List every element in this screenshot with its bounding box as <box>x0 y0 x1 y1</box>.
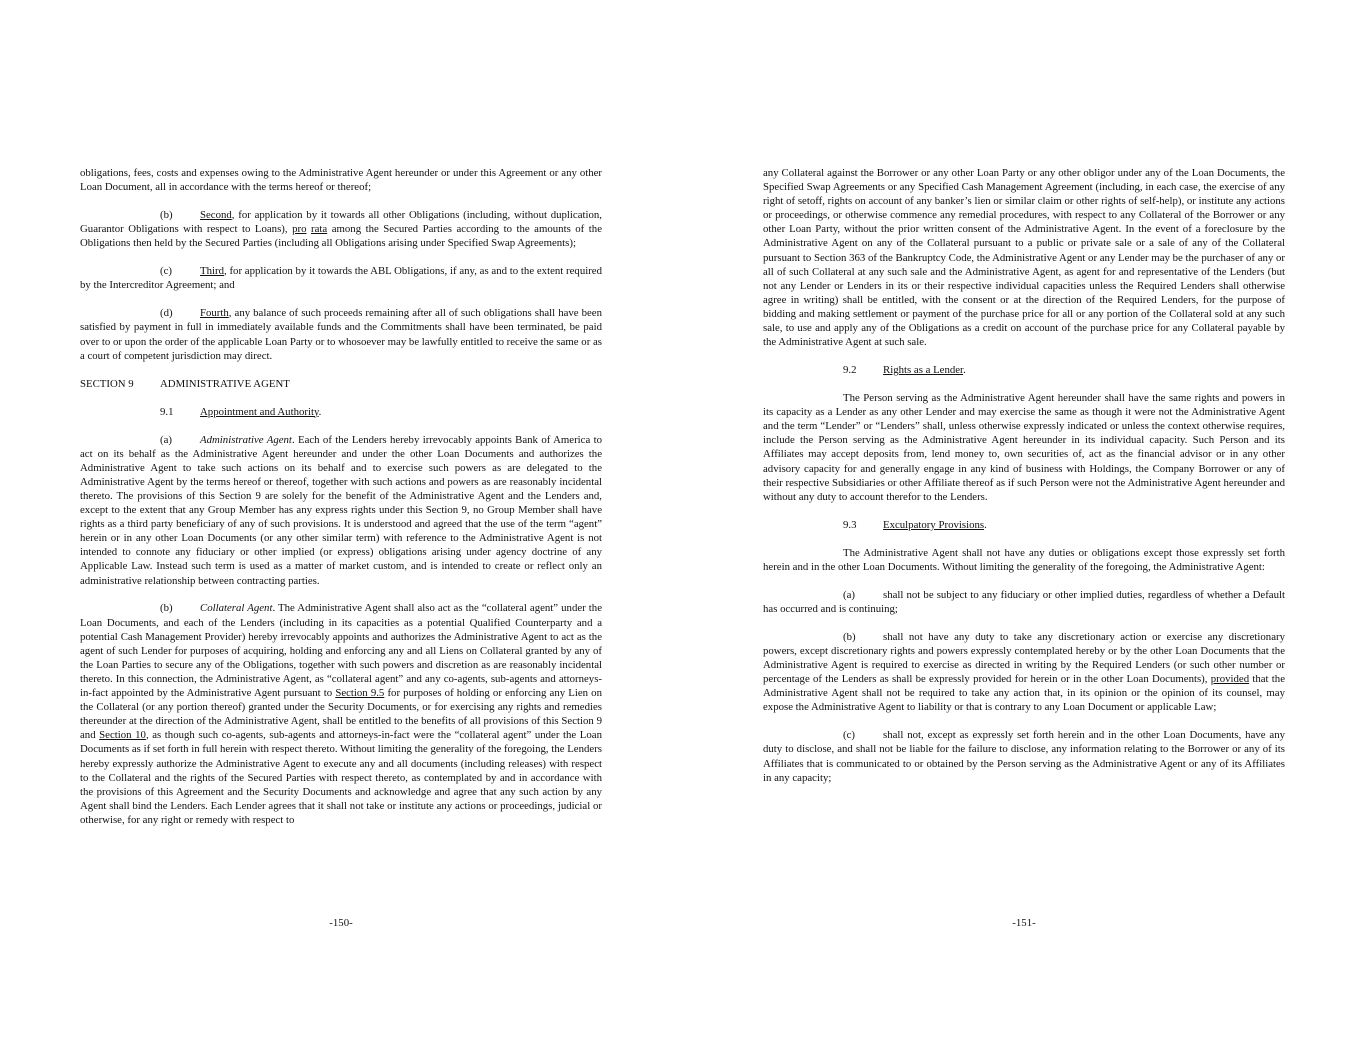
section-heading <box>80 377 602 391</box>
subsection-title: Appointment and Authority <box>200 405 319 418</box>
paragraph-continuation <box>763 166 1285 349</box>
clause-text: among the Secured Parties according to the amounts of the Obligations then held by the Secured Parties (including all Obligations arising under Specified Swap Agreements); <box>80 223 602 250</box>
clause-d-fourth <box>80 306 602 362</box>
page-150-body <box>80 166 602 841</box>
page-number: -151- <box>1012 917 1036 929</box>
clause-b-collateral-agent <box>80 601 602 827</box>
clause-text: , for application by it towards all other Obligations (including, without duplication, Guarantor Obligations with respect to Loans), <box>80 209 602 236</box>
clause-a-administrative-agent <box>80 433 602 588</box>
clause-text: . The Administrative Agent shall also act as the “collateral agent” under the Loan Documents, and each of the Lenders (including in its capacities as a potential Qualified Counterparty and a potential Cash Management Provider) hereby irrevocably appoints and authorizes the Administrative Agent to act as the agent of such Lender for purposes of acquiring, holding and enforcing any and all Liens on Collateral granted by any of the Loan Parties to secure any of the Obligations, together with such powers and discretion as are reasonably incidental thereto. In this connection, the Administrative Agent, as “collateral agent” and any co-agents, sub-agents and attorneys-in-fact appointed by the Administrative Agent pursuant to <box>80 602 602 700</box>
section-title: ADMINISTRATIVE AGENT <box>160 377 290 390</box>
clause-text: shall not, except as expressly set forth herein and in the other Loan Documents, have any duty to disclose, and shall not be liable for the failure to disclose, any information relating to the Borrower or any of its Affiliates that is communicated to or obtained by the Person serving as the Administrative Agent or any of its Affiliates in any capacity; <box>763 729 1285 784</box>
page-150 <box>0 0 682 1055</box>
subsection-title: Exculpatory Provisions <box>883 518 985 531</box>
clause-number: (c) <box>160 265 172 278</box>
paragraph-continuation <box>80 166 602 194</box>
clause-number: (a) <box>160 433 172 446</box>
cross-reference: Section 9.5 <box>335 687 385 700</box>
clause-text: , as though such co-agents, sub-agents and attorneys-in-fact were the “collateral agent” under the Loan Documents as if set forth in full herein with respect thereto. Without limiting the generality of the foregoing, the Lenders hereby expressly authorize the Administrative Agent to execute any and all documents (including releases) with respect to the Collateral and the rights of the Secured Parties with respect thereto, as contemplated by and in accordance with the provisions of this Agreement and the Security Documents and acknowledge and agree that any such action by any Agent shall bind the Lenders. Each Lender agrees that it shall not take or institute any actions or proceedings, judicial or otherwise, for any right or remedy with respect to <box>80 729 602 826</box>
defined-term-pro: pro <box>292 223 307 236</box>
clause-number: (b) <box>843 630 856 643</box>
clause-text: shall not have any duty to take any discretionary action or exercise any discretionary powers, except discretionary rights and powers expressly contemplated hereby or by the other Loan Documents that the Administrative Agent is required to exercise as directed in writing by the Required Lenders (or such other number or percentage of the Lenders as shall be expressly provided for herein or in the other Loan Documents), <box>763 630 1285 686</box>
clause-c-no-disclosure <box>763 728 1285 784</box>
clause-text: for purposes of holding or enforcing any Lien on the Collateral (or any portion thereof) granted under the Security Documents, or for exercising any rights and remedies thereunder at the direction of the Administrative Agent, shall be entitled to the benefits of all provisions of this Section 9 and <box>80 687 602 742</box>
clause-number: (d) <box>160 307 173 320</box>
paragraph-exculpatory-intro <box>763 546 1285 574</box>
clause-title: Collateral Agent <box>200 602 273 615</box>
clause-c-third <box>80 264 602 292</box>
defined-term: Second <box>200 209 232 222</box>
paragraph-text: The Person serving as the Administrative Agent hereunder shall have the same rights and powers in its capacity as a Lender as any other Lender and may exercise the same as though it were not the Administrative Agent and the term “Lender” or “Lenders” shall, unless otherwise expressly indicated or unless the context otherwise requires, include the Person serving as the Administrative Agent hereunder in its individual capacity. Such Person and its Affiliates may accept deposits from, lend money to, own securities of, act as the financial advisor or in any other advisory capacity for and generally engage in any kind of business with Holdings, the Company Borrower or any of their respective Subsidiaries or other Affiliate thereof as if such Person were not the Administrative Agent hereunder and without any duty to account therefor to the Lenders. <box>763 392 1285 503</box>
subsection-number: 9.3 <box>843 518 857 531</box>
section-label: SECTION 9 <box>80 377 134 390</box>
clause-b-second <box>80 208 602 250</box>
clause-text: , for application by it towards the ABL Obligations, if any, as and to the extent required by the Intercreditor Agreement; and <box>80 265 602 292</box>
paragraph-text: obligations, fees, costs and expenses owing to the Administrative Agent hereunder or under this Agreement or any other Loan Document, all in accordance with the terms hereof or thereof; <box>80 167 602 194</box>
defined-term: provided <box>1210 673 1250 686</box>
clause-text: that the Administrative Agent shall not be required to take any action that, in its opinion or the opinion of its counsel, may expose the Administrative Agent to liability or that is contrary to any Loan Document or applicable Law; <box>763 673 1285 714</box>
subsection-number: 9.2 <box>843 364 857 377</box>
subsection-heading-9-3: 9.3 Exculpatory Provisions. <box>843 518 987 531</box>
clause-a-no-fiduciary <box>763 588 1285 616</box>
paragraph-text: any Collateral against the Borrower or any other Loan Party or any other obligor under any of the Loan Documents, the Specified Swap Agreements or any Specified Cash Management Agreement (including, in each case, the exercise of any right of setoff, rights on account of any banker’s lien or similar claim or other rights of self-help), or institute any actions or proceedings, or otherwise commence any remedial procedures, with respect to any Collateral of the Borrower or any other Loan Party, without the prior written consent of the Administrative Agent. In the event of a foreclosure by the Administrative Agent on any of the Collateral pursuant to a public or private sale or a sale of any of the Collateral pursuant to Section 363 of the Bankruptcy Code, the Administrative Agent or any Lender may be the purchaser of any or all of such Collateral at any such sale and the Administrative Agent, as agent for and representative of the Lenders (but not any Lender or Lenders in its or their respective individual capacities unless the Required Lenders shall otherwise agree in writing) shall be entitled, with the consent or at the direction of the Required Lenders, for the purpose of bidding and making settlement or payment of the purchase price for all or any portion of the Collateral sold at any such sale, to use and apply any of the Obligations as a credit on account of the purchase price for any Collateral payable by the Administrative Agent at such sale. <box>763 167 1286 349</box>
paragraph-rights-as-lender <box>763 391 1285 504</box>
subsection-title: Rights as a Lender <box>883 364 964 377</box>
subsection-heading-9-1: 9.1 Appointment and Authority. <box>160 405 322 418</box>
page-151-body <box>763 166 1285 799</box>
defined-term-rata: rata <box>311 223 328 236</box>
page-number: -150- <box>329 917 353 929</box>
clause-title: Administrative Agent <box>200 433 292 446</box>
clause-number: (c) <box>843 729 855 742</box>
subsection-heading-9-2: 9.2 Rights as a Lender. <box>843 364 966 377</box>
clause-number: (a) <box>843 588 855 601</box>
cross-reference: Section 10 <box>99 729 146 742</box>
defined-term: Third <box>200 265 224 278</box>
defined-term: Fourth <box>200 307 229 320</box>
clause-b-no-discretion <box>763 630 1285 715</box>
clause-number: (b) <box>160 602 173 615</box>
clause-text: . Each of the Lenders hereby irrevocably appoints Bank of America to act on its behalf as the Administrative Agent hereunder and under the other Loan Documents and authorizes the Administrative Agent to take such actions on its behalf and to exercise such powers as are delegated to the Administrative Agent by the terms hereof or thereof, together with such actions and powers as are reasonably incidental thereto. The provisions of this Section 9 are solely for the benefit of the Administrative Agent and the Lenders and, except to the extent that any Group Member has any express rights under this Section 9, no Group Member shall have rights as a third party beneficiary of any of such provisions. It is understood and agreed that the use of the term “agent” herein or in any other Loan Documents (or any other similar term) with reference to the Administrative Agent is not intended to connote any fiduciary or other implied (or express) obligations arising under agency doctrine of any Applicable Law. Instead such term is used as a matter of market custom, and is intended to create or reflect only an administrative relationship between contracting parties. <box>80 433 603 587</box>
paragraph-text: The Administrative Agent shall not have any duties or obligations except those expressly set forth herein and in the other Loan Documents. Without limiting the generality of the foregoing, the Administrative Agent: <box>763 546 1285 573</box>
clause-text: shall not be subject to any fiduciary or other implied duties, regardless of whether a Default has occurred and is continuing; <box>763 588 1285 615</box>
clause-text: , any balance of such proceeds remaining after all of such obligations shall have been satisfied by payment in full in immediately available funds and the Commitments shall have been terminated, be paid over to or upon the order of the applicable Loan Party or to whosoever may be lawfully entitled to receive the same or as a court of competent jurisdiction may direct. <box>80 307 602 362</box>
subsection-number: 9.1 <box>160 405 174 418</box>
clause-number: (b) <box>160 209 173 222</box>
page-151 <box>683 0 1365 1055</box>
